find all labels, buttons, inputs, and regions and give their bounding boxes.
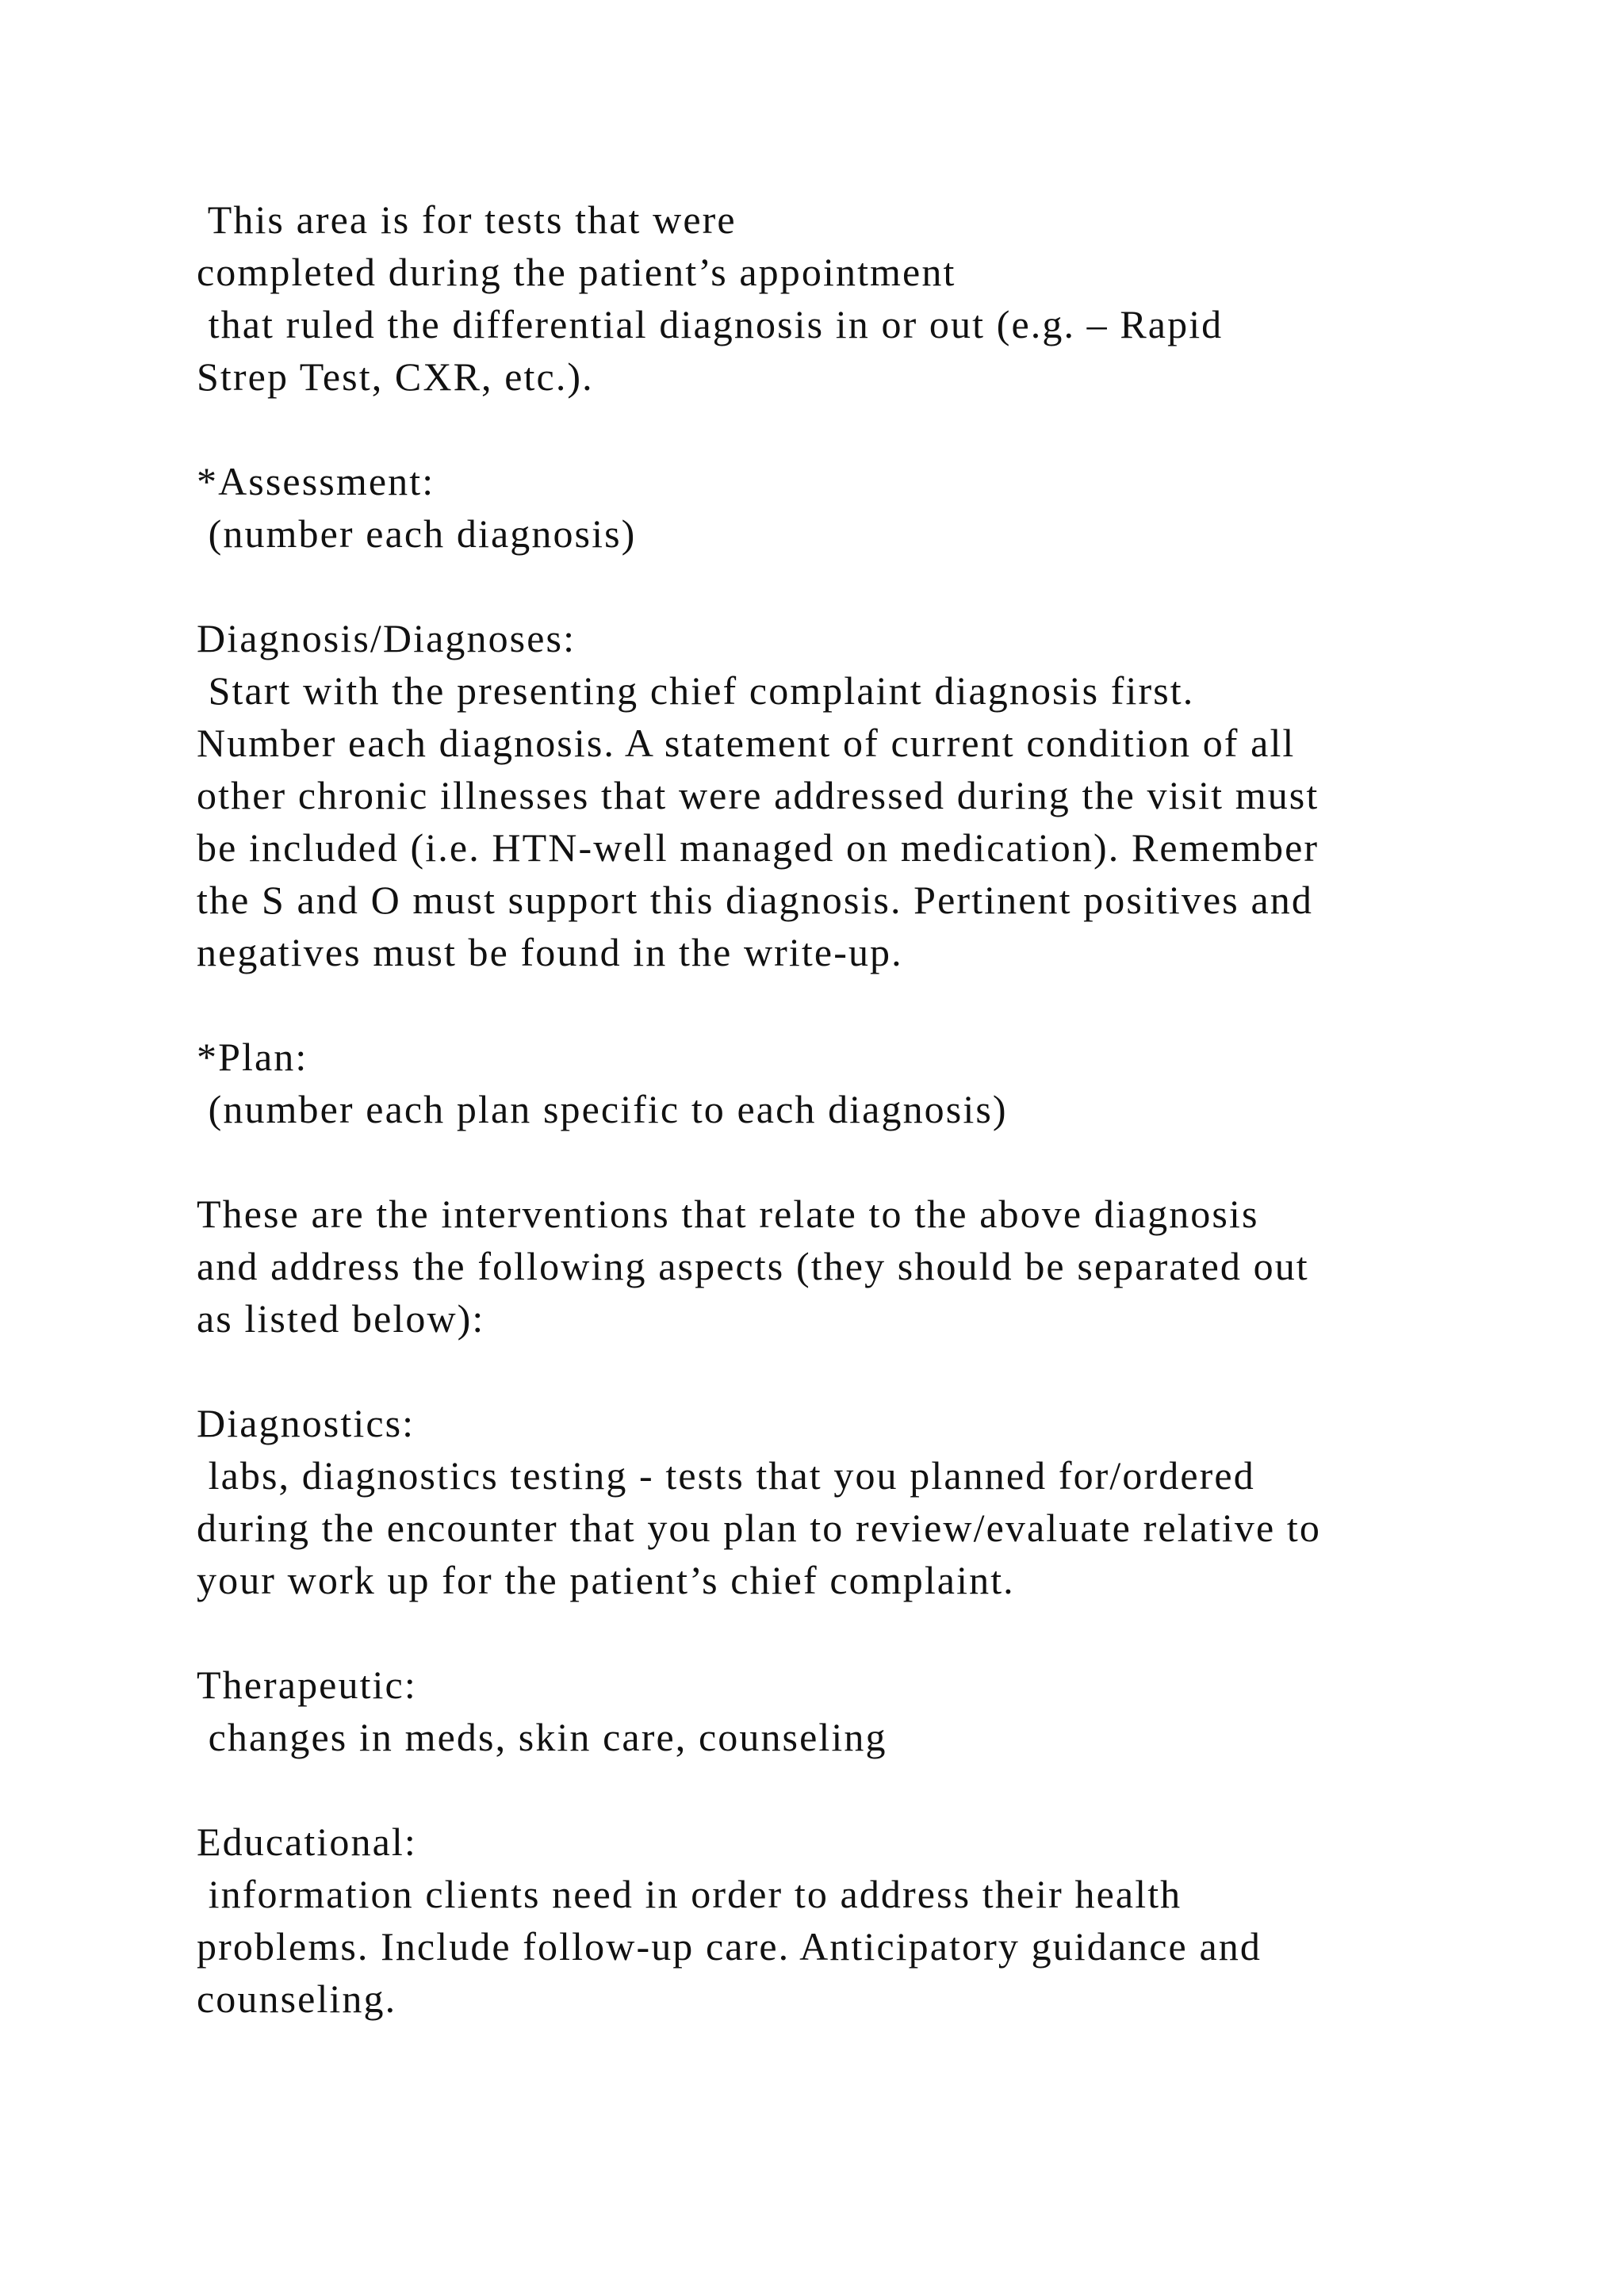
tests-intro-line: completed during the patient’s appointment [197, 250, 956, 294]
interventions-text-line: These are the interventions that relate to the above diagnosis [197, 1192, 1259, 1236]
tests-intro-line: Strep Test, CXR, etc.). [197, 354, 594, 399]
educational-text-line: counseling. [197, 1976, 397, 2021]
tests-intro-line: that ruled the differential diagnosis in or out (e.g. – Rapid [197, 302, 1224, 346]
blank-line [197, 1606, 1497, 1659]
blank-line [197, 978, 1497, 1031]
diagnosis-text-line: Start with the presenting chief complaint diagnosis first. [197, 668, 1195, 713]
plan-note: (number each plan specific to each diagnosis) [197, 1087, 1008, 1131]
diagnosis-text-line: the S and O must support this diagnosis. Pertinent positives and [197, 878, 1313, 922]
diagnostics-text-line: your work up for the patient’s chief complaint. [197, 1558, 1015, 1602]
educational-text-line: information clients need in order to address their health [197, 1872, 1182, 1916]
interventions-text-line: as listed below): [197, 1296, 485, 1341]
therapeutic-heading: Therapeutic: [197, 1663, 417, 1707]
interventions-text-line: and address the following aspects (they should be separated out [197, 1244, 1309, 1288]
educational-text-line: problems. Include follow-up care. Anticipatory guidance and [197, 1924, 1262, 1969]
diagnosis-text-line: be included (i.e. HTN-well managed on medication). Remember [197, 825, 1320, 870]
diagnosis-text-line: other chronic illnesses that were addressed during the visit must [197, 773, 1320, 817]
blank-line [197, 1135, 1497, 1188]
diagnostics-text-line: during the encounter that you plan to review/evaluate relative to [197, 1506, 1321, 1550]
diagnostics-text-line: labs, diagnostics testing - tests that you planned for/ordered [197, 1453, 1255, 1498]
blank-line [197, 1763, 1497, 1816]
blank-line [197, 403, 1497, 455]
educational-heading: Educational: [197, 1820, 417, 1864]
diagnosis-text-line: Number each diagnosis. A statement of current condition of all [197, 721, 1296, 765]
diagnostics-heading: Diagnostics: [197, 1401, 416, 1445]
tests-intro-line: This area is for tests that were [197, 197, 737, 242]
diagnosis-text-line: negatives must be found in the write-up. [197, 930, 903, 974]
plan-heading: *Plan: [197, 1035, 308, 1079]
assessment-note: (number each diagnosis) [197, 511, 637, 556]
blank-line [197, 1345, 1497, 1397]
blank-line [197, 560, 1497, 612]
assessment-heading: *Assessment: [197, 459, 435, 503]
diagnosis-heading: Diagnosis/Diagnoses: [197, 616, 576, 660]
document-body [197, 193, 1497, 2025]
therapeutic-text-line: changes in meds, skin care, counseling [197, 1715, 887, 1759]
